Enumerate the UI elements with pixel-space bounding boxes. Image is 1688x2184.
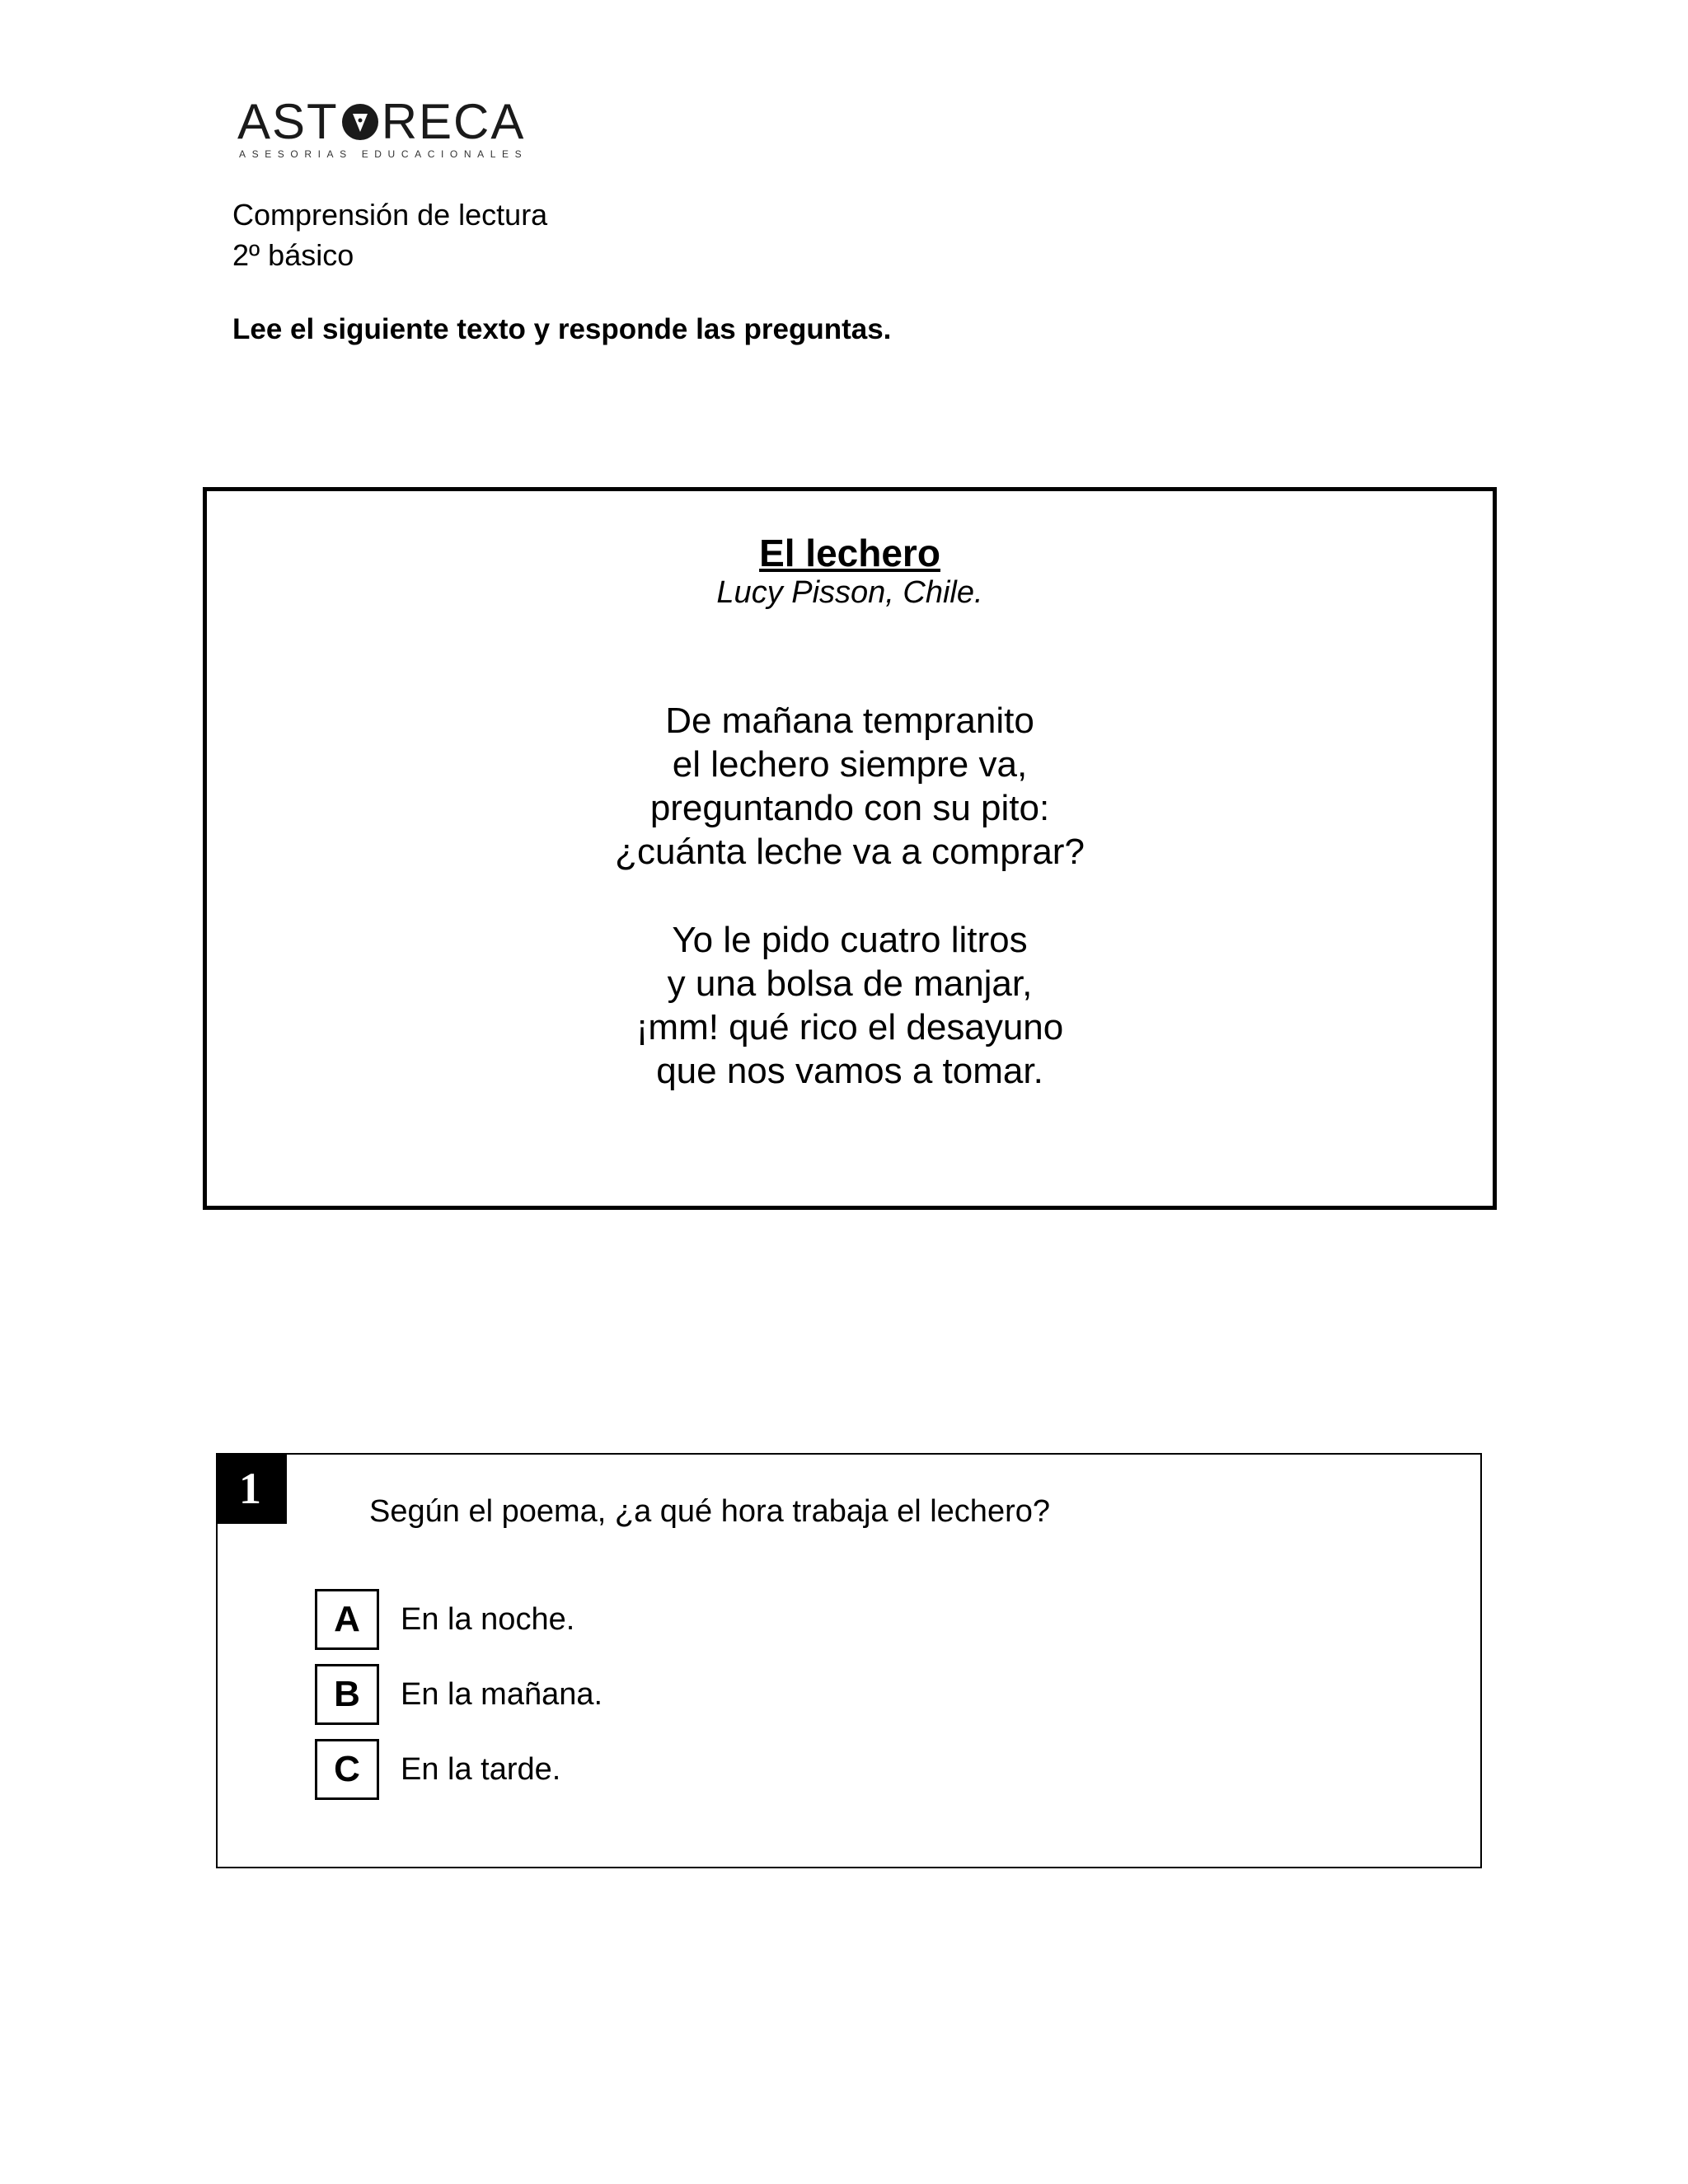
instruction-text: Lee el siguiente texto y responde las preguntas. bbox=[232, 313, 892, 345]
grade-label: 2º básico bbox=[232, 238, 354, 272]
option-text: En la tarde. bbox=[401, 1751, 561, 1787]
astoreca-logo bbox=[237, 94, 528, 163]
poem-line: y una bolsa de manjar, bbox=[667, 963, 1033, 1004]
answer-option-b[interactable] bbox=[315, 1663, 603, 1726]
logo-subtitle: ASESORIAS EDUCACIONALES bbox=[239, 148, 528, 160]
poem-author: Lucy Pisson, Chile. bbox=[716, 575, 983, 610]
poem-line: ¡mm! qué rico el desayuno bbox=[635, 1007, 1064, 1047]
poem-title: El lechero bbox=[759, 532, 940, 574]
document-meta bbox=[232, 194, 547, 275]
poem-stanza-1 bbox=[207, 699, 1493, 874]
poem-line: que nos vamos a tomar. bbox=[656, 1051, 1043, 1091]
logo-text-left: AST bbox=[237, 94, 339, 149]
option-text: En la mañana. bbox=[401, 1676, 603, 1712]
poem-line: el lechero siempre va, bbox=[672, 744, 1028, 785]
question-box bbox=[216, 1453, 1482, 1868]
logo-text-right: RECA bbox=[381, 94, 526, 149]
option-letter-box[interactable]: C bbox=[315, 1739, 379, 1800]
answer-option-c[interactable] bbox=[315, 1738, 560, 1801]
logo-wordmark bbox=[237, 94, 526, 149]
poem-line: preguntando con su pito: bbox=[649, 788, 1050, 828]
subject-label: Comprensión de lectura bbox=[232, 198, 548, 232]
poem-box bbox=[203, 487, 1497, 1210]
pen-nib-circle-icon bbox=[340, 102, 380, 142]
poem-stanza-2 bbox=[207, 918, 1493, 1093]
poem-line: ¿cuánta leche va a comprar? bbox=[615, 832, 1085, 872]
question-number-badge: 1 bbox=[216, 1453, 287, 1524]
option-text: En la noche. bbox=[401, 1601, 575, 1637]
poem-line: Yo le pido cuatro litros bbox=[672, 920, 1028, 960]
option-letter-box[interactable]: B bbox=[315, 1664, 379, 1725]
option-letter-box[interactable]: A bbox=[315, 1589, 379, 1650]
poem-line: De mañana tempranito bbox=[665, 701, 1034, 741]
question-text: Según el poema, ¿a qué hora trabaja el lechero? bbox=[369, 1494, 1050, 1529]
answer-option-a[interactable] bbox=[315, 1588, 574, 1651]
